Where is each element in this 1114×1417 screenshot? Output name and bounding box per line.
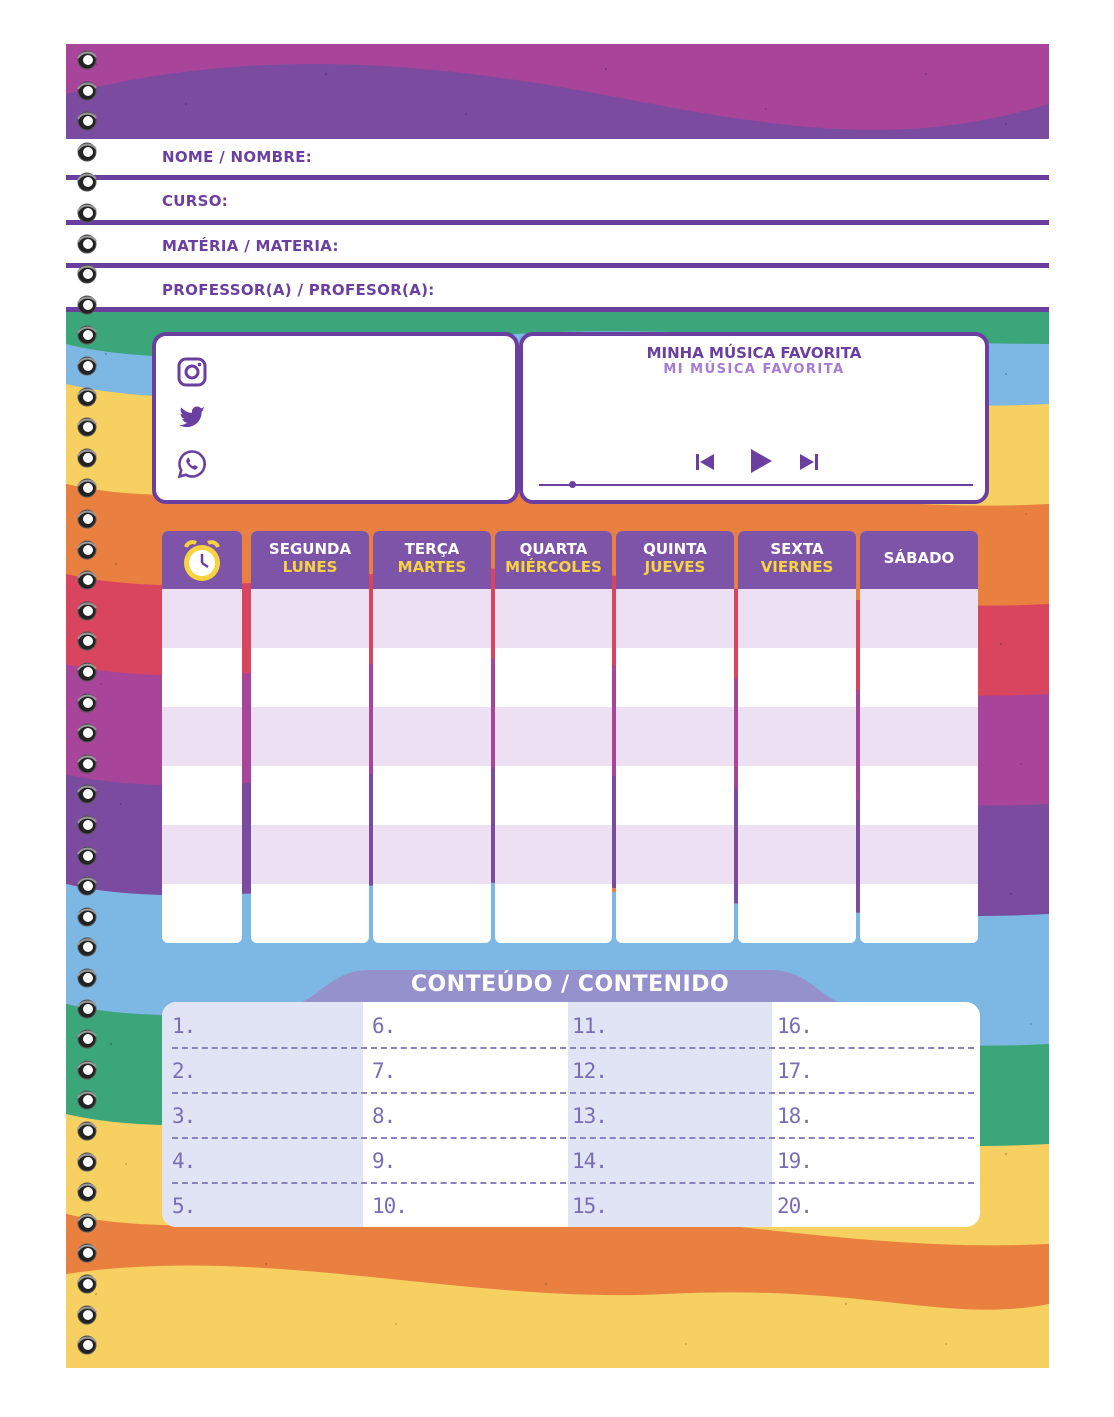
schedule-cell[interactable] [738, 884, 856, 943]
spiral-ring [76, 998, 98, 1020]
spiral-ring [76, 753, 98, 775]
content-item-number[interactable]: 19. [777, 1149, 812, 1173]
content-item-number[interactable]: 14. [572, 1149, 607, 1173]
spiral-ring [76, 814, 98, 836]
day-header [616, 531, 734, 589]
spiral-ring [76, 845, 98, 867]
whatsapp-icon [176, 448, 208, 480]
spiral-ring [76, 630, 98, 652]
music-subtitle: MI MÚSICA FAVORITA [663, 362, 845, 377]
schedule-cell[interactable] [495, 766, 612, 825]
spiral-ring [76, 1212, 98, 1234]
day-header [738, 531, 856, 589]
spiral-ring [76, 661, 98, 683]
day-column-wednesday [495, 531, 612, 943]
schedule-cell[interactable] [495, 884, 612, 943]
content-item-number[interactable]: 1. [172, 1014, 196, 1038]
spiral-ring [76, 416, 98, 438]
spiral-ring [76, 1273, 98, 1295]
time-row[interactable] [162, 825, 242, 884]
spiral-ring [76, 1028, 98, 1050]
day-header [495, 531, 612, 589]
schedule-cell[interactable] [860, 648, 978, 707]
content-item-number[interactable]: 9. [372, 1149, 396, 1173]
day-name-pt: TERÇA [404, 540, 460, 558]
schedule-cell[interactable] [495, 648, 612, 707]
content-divider [172, 1047, 974, 1049]
day-name-es: LUNES [282, 558, 338, 576]
spiral-ring [76, 355, 98, 377]
content-item-number[interactable]: 12. [572, 1059, 607, 1083]
schedule-cell[interactable] [495, 825, 612, 884]
day-name-pt: QUINTA [643, 540, 707, 558]
spiral-ring [76, 569, 98, 591]
spiral-ring [76, 80, 98, 102]
content-item-number[interactable]: 2. [172, 1059, 196, 1083]
schedule-cell[interactable] [860, 589, 978, 648]
content-item-number[interactable]: 7. [372, 1059, 396, 1083]
instagram-icon [176, 356, 208, 388]
content-item-number[interactable]: 4. [172, 1149, 196, 1173]
day-name-es: VIERNES [760, 558, 834, 576]
content-item-number[interactable]: 10. [372, 1194, 407, 1218]
schedule-cell[interactable] [616, 648, 734, 707]
time-row[interactable] [162, 589, 242, 648]
content-divider [172, 1092, 974, 1094]
spiral-ring [76, 141, 98, 163]
day-name-es: JUEVES [644, 558, 706, 576]
schedule-cell[interactable] [738, 766, 856, 825]
schedule-cell[interactable] [738, 707, 856, 766]
schedule-cell[interactable] [860, 884, 978, 943]
content-item-number[interactable]: 20. [777, 1194, 812, 1218]
time-column-header [162, 531, 242, 589]
time-row[interactable] [162, 884, 242, 943]
content-item-number[interactable]: 8. [372, 1104, 396, 1128]
content-item-number[interactable]: 18. [777, 1104, 812, 1128]
spiral-ring [76, 110, 98, 132]
spiral-ring [76, 1120, 98, 1142]
progress-handle[interactable] [569, 481, 576, 488]
content-title: CONTEÚDO / CONTENIDO [410, 972, 730, 997]
schedule-cell[interactable] [616, 766, 734, 825]
spiral-ring [76, 1089, 98, 1111]
spiral-ring [76, 539, 98, 561]
spiral-ring [76, 936, 98, 958]
day-header [251, 531, 369, 589]
schedule-cell[interactable] [373, 825, 491, 884]
spiral-ring [76, 233, 98, 255]
schedule-cell[interactable] [373, 589, 491, 648]
schedule-cell[interactable] [373, 884, 491, 943]
content-item-number[interactable]: 11. [572, 1014, 607, 1038]
schedule-cell[interactable] [251, 766, 369, 825]
content-list [162, 1002, 980, 1227]
spiral-ring [76, 692, 98, 714]
alarm-clock-icon [177, 535, 227, 585]
day-column-friday [738, 531, 856, 943]
day-name-pt: SEGUNDA [268, 540, 352, 558]
spiral-ring [76, 477, 98, 499]
content-item-number[interactable]: 16. [777, 1014, 812, 1038]
name-field-label: NOME / NOMBRE: [162, 148, 313, 166]
day-column-tuesday [373, 531, 491, 943]
content-divider [172, 1137, 974, 1139]
day-header [860, 531, 978, 589]
spiral-ring [76, 294, 98, 316]
schedule-cell[interactable] [860, 766, 978, 825]
schedule-cell[interactable] [616, 707, 734, 766]
spiral-ring [76, 1151, 98, 1173]
schedule-cell[interactable] [616, 884, 734, 943]
spiral-ring [76, 1304, 98, 1326]
spiral-ring [76, 49, 98, 71]
schedule-cell[interactable] [373, 707, 491, 766]
day-column-thursday [616, 531, 734, 943]
schedule-cell[interactable] [616, 589, 734, 648]
spiral-ring [76, 783, 98, 805]
spiral-ring [76, 324, 98, 346]
time-row[interactable] [162, 766, 242, 825]
day-name-saturday: SÁBADO [883, 549, 955, 567]
spiral-ring [76, 1334, 98, 1356]
schedule-cell[interactable] [251, 589, 369, 648]
play-icon[interactable] [749, 448, 773, 474]
content-item-number[interactable]: 13. [572, 1104, 607, 1128]
spiral-ring [76, 1059, 98, 1081]
spiral-ring [76, 447, 98, 469]
schedule-cell[interactable] [738, 825, 856, 884]
spiral-ring [76, 263, 98, 285]
spiral-ring [76, 967, 98, 989]
day-name-pt: SEXTA [770, 540, 824, 558]
teacher-field-label: PROFESSOR(A) / PROFESOR(A): [162, 281, 435, 299]
schedule-cell[interactable] [251, 884, 369, 943]
schedule-cell[interactable] [495, 589, 612, 648]
content-item-number[interactable]: 6. [372, 1014, 396, 1038]
day-name-es: MIÉRCOLES [505, 558, 602, 576]
schedule-cell[interactable] [495, 707, 612, 766]
music-box [519, 332, 989, 504]
cover-artwork [66, 44, 1049, 1368]
spiral-ring [76, 1181, 98, 1203]
spiral-ring [76, 202, 98, 224]
spiral-ring [76, 722, 98, 744]
schedule-cell[interactable] [251, 707, 369, 766]
spiral-ring [76, 1242, 98, 1264]
schedule-cell[interactable] [860, 825, 978, 884]
day-column-saturday [860, 531, 978, 943]
content-item-number[interactable]: 15. [572, 1194, 607, 1218]
music-title: MINHA MÚSICA FAVORITA [646, 344, 862, 362]
time-row[interactable] [162, 707, 242, 766]
social-box [152, 332, 519, 504]
schedule-cell[interactable] [373, 766, 491, 825]
spiral-ring [76, 171, 98, 193]
content-divider [172, 1182, 974, 1184]
schedule-cell[interactable] [251, 825, 369, 884]
next-icon[interactable] [799, 452, 819, 472]
time-column [162, 531, 242, 943]
spiral-ring [76, 386, 98, 408]
day-header [373, 531, 491, 589]
spiral-ring [76, 906, 98, 928]
day-column-monday [251, 531, 369, 943]
progress-track[interactable] [539, 484, 973, 486]
spiral-ring [76, 875, 98, 897]
schedule-cell[interactable] [738, 589, 856, 648]
spiral-ring [76, 508, 98, 530]
schedule-cell[interactable] [251, 648, 369, 707]
schedule-cell[interactable] [616, 825, 734, 884]
spiral-ring [76, 600, 98, 622]
content-item-number[interactable]: 5. [172, 1194, 196, 1218]
twitter-icon [176, 402, 208, 434]
content-item-number[interactable]: 3. [172, 1104, 196, 1128]
schedule-cell[interactable] [860, 707, 978, 766]
content-item-number[interactable]: 17. [777, 1059, 812, 1083]
course-field-label: CURSO: [162, 192, 229, 210]
day-name-pt: QUARTA [519, 540, 588, 558]
subject-field-label: MATÉRIA / MATERIA: [162, 237, 339, 255]
schedule-cell[interactable] [738, 648, 856, 707]
schedule-cell[interactable] [373, 648, 491, 707]
day-name-es: MARTES [397, 558, 467, 576]
time-row[interactable] [162, 648, 242, 707]
previous-icon[interactable] [695, 452, 715, 472]
